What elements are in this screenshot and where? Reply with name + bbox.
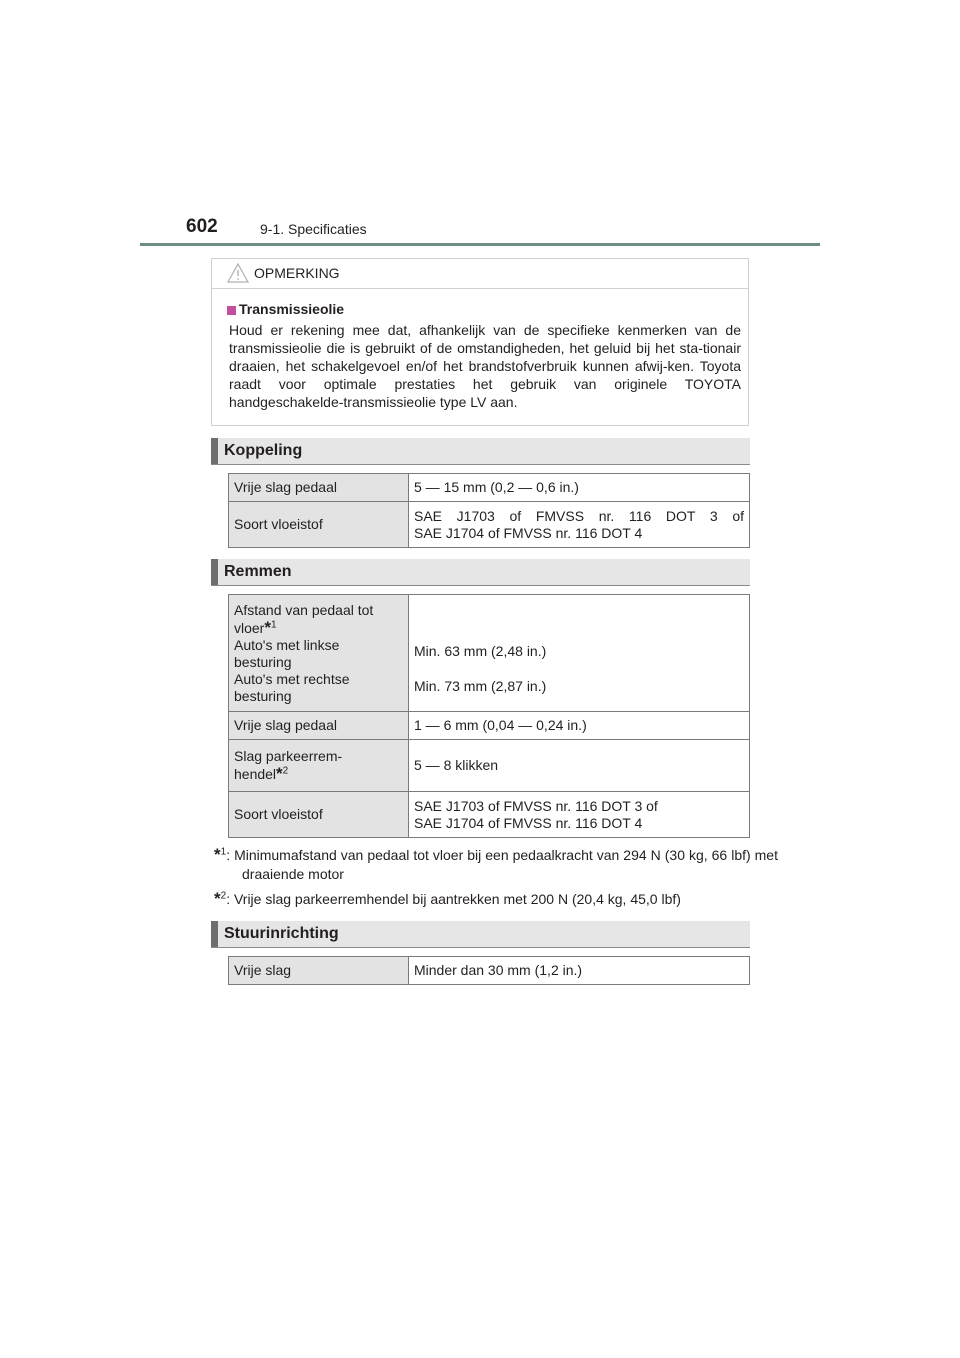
section-title: Stuurinrichting: [224, 925, 339, 942]
label-line: Afstand van pedaal tot: [234, 601, 374, 618]
value-line: Min. 63 mm (2,48 in.): [414, 643, 547, 659]
section-title: Remmen: [224, 563, 292, 580]
table-row: [229, 595, 750, 712]
header-rule: [140, 243, 820, 246]
label-line: Auto's met linkse: [234, 636, 340, 653]
table-value: [409, 792, 750, 838]
label-line: Auto's met rechtse: [234, 670, 350, 687]
footnote-star: *: [276, 764, 283, 783]
footnote-star: *: [264, 617, 271, 637]
footnote-ref: 1: [220, 846, 227, 858]
note-title: OPMERKING: [254, 265, 340, 281]
note-header: [212, 259, 748, 289]
value-line: Min. 73 mm (2,87 in.): [414, 678, 547, 694]
label-text: vloer: [234, 619, 265, 636]
table-value: 5 — 8 klikken: [409, 740, 750, 792]
table-row: [229, 502, 750, 548]
label-line: besturing: [234, 687, 292, 704]
note-box: [211, 258, 749, 426]
table-label: Vrije slag: [229, 957, 409, 985]
footnote-ref: 1: [270, 618, 277, 630]
footnote-star: *: [214, 889, 221, 908]
table-label: Vrije slag pedaal: [229, 712, 409, 740]
table-row: [229, 474, 750, 502]
footnote-2: [214, 889, 750, 909]
footnote-1: [214, 845, 778, 884]
label-line: Slag parkeerrem-: [234, 748, 343, 764]
table-row: [229, 712, 750, 740]
table-row: [229, 792, 750, 838]
footnote-ref: 2: [282, 765, 289, 777]
table-label: Vrije slag pedaal: [229, 474, 409, 502]
koppeling-table: [228, 473, 750, 548]
section-bar-accent: [211, 921, 218, 947]
value-line: SAE J1703 of FMVSS nr. 116 DOT 3 of: [414, 507, 744, 524]
table-label: [229, 740, 409, 792]
table-value: 1 — 6 mm (0,04 — 0,24 in.): [409, 712, 750, 740]
footnote-text: : Vrije slag parkeerremhendel bij aantrekken met 200 N (20,4 kg, 45,0 lbf): [226, 891, 681, 907]
value-line: SAE J1704 of FMVSS nr. 116 DOT 4: [414, 524, 643, 541]
section-bar-accent: [211, 438, 218, 464]
bullet-square-icon: [227, 306, 236, 315]
table-value: [409, 502, 750, 548]
footnote-star: *: [214, 845, 221, 864]
section-bar-koppeling: [211, 438, 750, 465]
table-value: [409, 595, 750, 712]
stuurinrichting-table: [228, 956, 750, 985]
table-value: 5 — 15 mm (0,2 — 0,6 in.): [409, 474, 750, 502]
label-line: [234, 619, 403, 637]
warning-triangle-icon: [226, 262, 250, 284]
table-label: [229, 595, 409, 712]
table-row: [229, 740, 750, 792]
section-bar-remmen: [211, 559, 750, 586]
label-line: [234, 765, 403, 783]
note-subtitle: Transmissieolie: [239, 301, 345, 317]
value-line: SAE J1703 of FMVSS nr. 116 DOT 3 of: [414, 797, 658, 814]
table-label: Soort vloeistof: [229, 502, 409, 548]
footnote-ref: 2: [220, 890, 227, 902]
label-line: besturing: [234, 653, 292, 670]
section-bar-accent: [211, 559, 218, 585]
value-line: SAE J1704 of FMVSS nr. 116 DOT 4: [414, 814, 643, 831]
note-body: Houd er rekening mee dat, afhankelijk van de specifieke kenmerken van de transmissieolie die is gebruikt of de omstandigheden, het geluid bij het sta-tionair draaien, het schakelgevoel en/of het brandstofverbruik kunnen afwij-ken. Toyota raadt voor optimale prestaties het gebruik van originele TOYOTA handgeschakelde-transmissieolie type LV aan.: [229, 322, 741, 410]
page-number: 602: [186, 216, 218, 237]
section-bar-stuurinrichting: [211, 921, 750, 948]
table-value: Minder dan 30 mm (1,2 in.): [409, 957, 750, 985]
table-label: Soort vloeistof: [229, 792, 409, 838]
remmen-table: [228, 594, 750, 838]
section-title: Koppeling: [224, 442, 303, 459]
label-text: hendel: [234, 766, 277, 782]
section-header: 9-1. Specificaties: [260, 221, 367, 237]
table-row: [229, 957, 750, 985]
footnote-text: : Minimumafstand van pedaal tot vloer bij een pedaalkracht van 294 N (30 kg, 66 lbf) met draaiende motor: [226, 847, 778, 882]
